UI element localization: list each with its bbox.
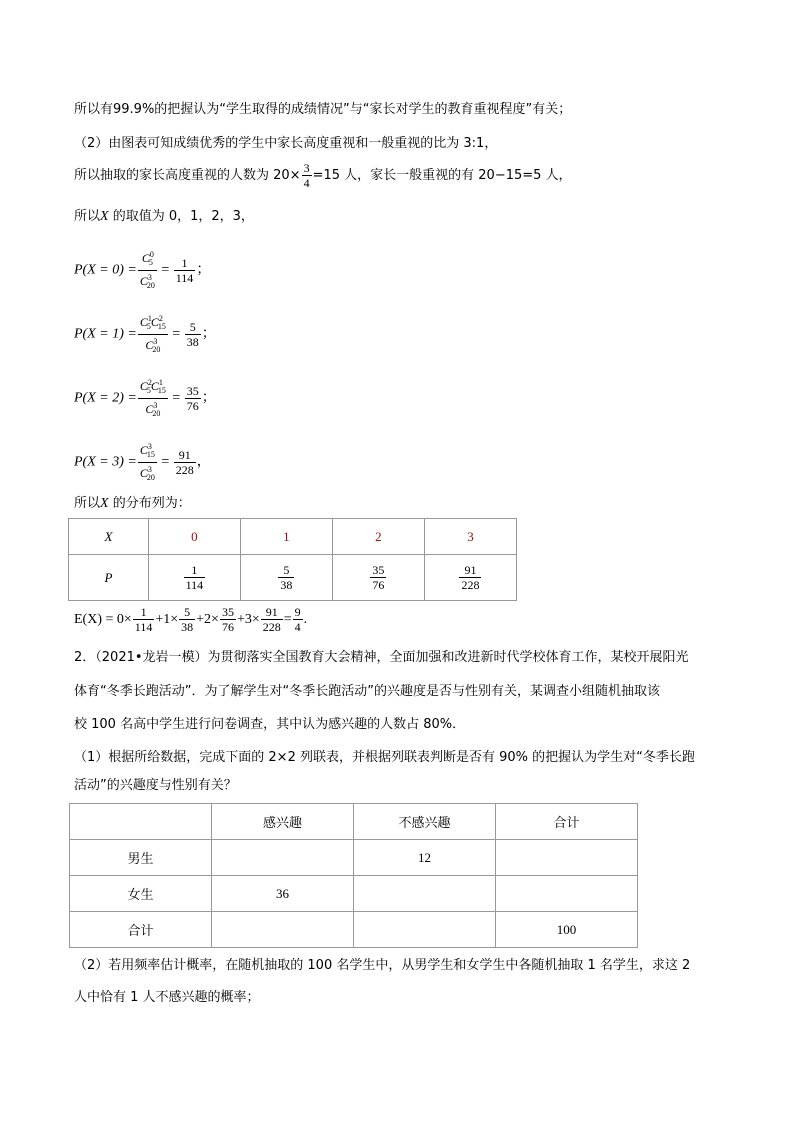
contingency-cell — [354, 876, 496, 912]
probability-lhs: P(X = 1) = — [74, 326, 137, 342]
probability-lhs: P(X = 0) = — [74, 262, 137, 278]
problem2-line1: 2．（2021•龙岩一模）为贯彻落实全国教育大会精神，全面加强和改进新时代学校体育工作，某校开展阳光 — [74, 650, 689, 665]
dist-row-p — [69, 555, 517, 601]
probability-lhs: P(X = 2) = — [74, 390, 137, 406]
question1-line1: （1）根据所给数据，完成下面的 2×2 列联表，并根据列联表判断是否有 90% 的把握认为学生对“冬季长跑 — [74, 750, 695, 765]
result-fraction: $\frac{5}{38}$ — [186, 320, 199, 349]
count-line — [74, 160, 572, 192]
problem2-line2: 体育“冬季长跑活动”．为了解学生对“冬季长跑活动”的兴趣度是否与性别有关，某调查小组随机抽取该 — [74, 684, 660, 699]
contingency-cell: 合计 — [70, 912, 212, 948]
contingency-cell: 100 — [496, 912, 638, 948]
probability-line: P(X = 1) = $\frac{C^1_5C^2_{15}}{C^3_{20}}$ = $\frac{5}{38}$ ； — [74, 312, 216, 357]
dist-p-value: $\frac{1}{114}$ — [148, 555, 240, 601]
dist-intro-line — [74, 495, 191, 513]
probability-line: P(X = 2) = $\frac{C^2_5C^1_{15}}{C^3_{20}}$ = $\frac{35}{76}$ ； — [74, 376, 216, 421]
count-text-a: 所以抽取的家长高度重视的人数为 20× — [74, 168, 301, 183]
dist-variable-x: X — [100, 496, 109, 511]
probability-line: P(X = 3) = $\frac{C^3_{15}}{C^3_{20}}$ = $\frac{91}{228}$ ， — [74, 440, 211, 485]
contingency-header — [70, 804, 212, 840]
dist-intro-a: 所以 — [74, 496, 101, 511]
dist-p-value: $\frac{35}{76}$ — [332, 555, 424, 601]
result-fraction: $\frac{35}{76}$ — [186, 384, 199, 413]
fraction-den: 4 — [303, 176, 310, 190]
values-line — [74, 208, 254, 226]
dist-p-value: $\frac{5}{38}$ — [240, 555, 332, 601]
contingency-row-male — [70, 840, 638, 876]
contingency-cell — [354, 912, 496, 948]
dist-x-value: 0 — [148, 519, 240, 555]
combination-fraction: $\frac{C^0_5}{C^3_{20}}$ — [139, 250, 155, 290]
question2-line2: 人中恰有 1 人不感兴趣的概率； — [74, 990, 260, 1005]
contingency-header: 不感兴趣 — [354, 804, 496, 840]
fraction-3-4 — [302, 161, 312, 190]
expectation-line: E(X) = 0× $\frac{1}{114}$ +1× $\frac{5}{38}$ +2× $\frac{35}{76}$ +3× $\frac{91}{228}$ = $\frac{9}{4}$ . — [74, 605, 308, 635]
contingency-cell: 女生 — [70, 876, 212, 912]
contingency-cell: 12 — [354, 840, 496, 876]
contingency-cell — [212, 840, 354, 876]
contingency-cell — [212, 912, 354, 948]
count-text-b: =15 人，家长一般重视的有 20−15=5 人， — [312, 168, 572, 183]
dist-x-value: 3 — [424, 519, 516, 555]
dist-x-label: X — [69, 519, 149, 555]
contingency-cell: 男生 — [70, 840, 212, 876]
variable-x: X — [100, 209, 109, 224]
contingency-row-female — [70, 876, 638, 912]
problem2-line3: 校 100 名高中学生进行问卷调查，其中认为感兴趣的人数占 80%． — [74, 717, 466, 732]
contingency-row-total — [70, 912, 638, 948]
fraction-num: 3 — [303, 161, 310, 175]
dist-row-x — [69, 519, 517, 555]
dist-intro-c: 的分布列为： — [108, 496, 191, 511]
contingency-cell — [496, 876, 638, 912]
contingency-header: 感兴趣 — [212, 804, 354, 840]
contingency-header-row — [70, 804, 638, 840]
dist-x-value: 1 — [240, 519, 332, 555]
question2-line1: （2）若用频率估计概率，在随机抽取的 100 名学生中，从男学生和女学生中各随机抽取 1 名学生，求这 2 — [74, 958, 691, 973]
expectation-lhs: E(X) = 0× — [74, 612, 132, 627]
probability-lhs: P(X = 3) = — [74, 454, 137, 470]
contingency-cell: 36 — [212, 876, 354, 912]
result-fraction: $\frac{91}{228}$ — [175, 448, 194, 477]
question1-line2: 活动”的兴趣度与性别有关？ — [74, 778, 237, 793]
dist-p-value: $\frac{91}{228}$ — [424, 555, 516, 601]
dist-p-label: P — [69, 555, 149, 601]
dist-x-value: 2 — [332, 519, 424, 555]
values-text-c: 的取值为 0，1，2，3， — [108, 209, 254, 224]
probability-line: P(X = 0) = $\frac{C^0_5}{C^3_{20}}$ = $\frac{1}{114}$ ； — [74, 248, 210, 293]
conclusion-line: 所以有99.9%的把握认为“学生取得的成绩情况”与“家长对学生的教育重视程度”有关； — [74, 102, 572, 117]
combination-fraction: $\frac{C^3_{15}}{C^3_{20}}$ — [139, 442, 155, 482]
distribution-table — [68, 518, 517, 601]
combination-fraction: $\frac{C^2_5C^1_{15}}{C^3_{20}}$ — [139, 378, 166, 418]
part2-intro-line: （2）由图表可知成绩优秀的学生中家长高度重视和一般重视的比为 3:1， — [74, 136, 498, 151]
combination-fraction: $\frac{C^1_5C^2_{15}}{C^3_{20}}$ — [139, 314, 166, 354]
contingency-cell — [496, 840, 638, 876]
result-fraction: $\frac{1}{114}$ — [175, 256, 194, 285]
values-text-a: 所以 — [74, 209, 101, 224]
contingency-header: 合计 — [496, 804, 638, 840]
contingency-table — [69, 803, 638, 948]
